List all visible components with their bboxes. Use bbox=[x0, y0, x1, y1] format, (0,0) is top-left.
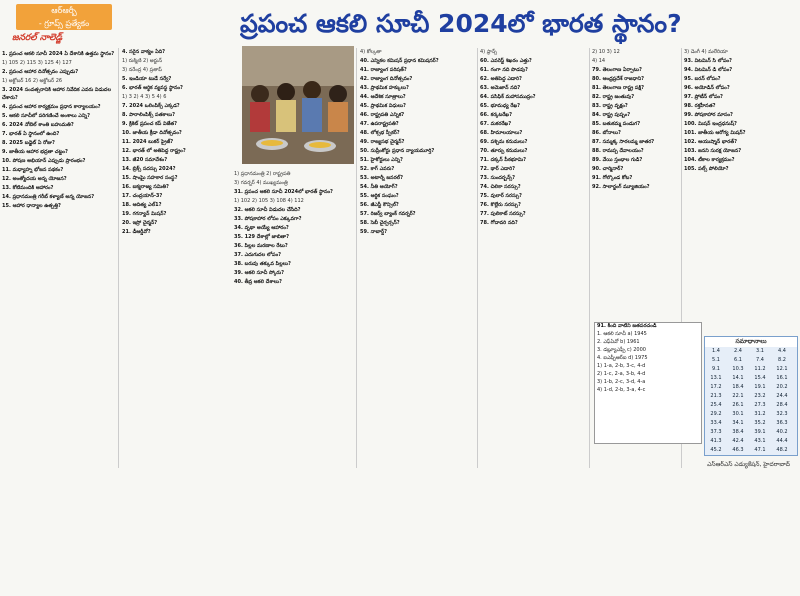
matching-row: 2. ఎఫ్ఏవో b) 1961 bbox=[597, 339, 640, 345]
question-line: 2. ప్రపంచ ఆహార దినోత్సవం ఎప్పుడు? bbox=[2, 69, 79, 75]
question-line: 38. బరువు తక్కువ పిల్లలు? bbox=[234, 261, 291, 267]
question-line: 6. భారత్ ఆర్థిక వ్యవస్థ స్థానం? bbox=[122, 85, 183, 91]
matching-row: 3. డబ్ల్యూఎఫ్పీ c) 2000 bbox=[597, 347, 646, 353]
question-line: 51. హైకోర్టులు ఎన్ని? bbox=[360, 157, 403, 163]
question-line: 90. చార్మినార్? bbox=[592, 166, 624, 172]
question-line: 86. బోనాలు? bbox=[592, 130, 621, 136]
question-line: 73. సుందర్బన్స్? bbox=[480, 175, 516, 181]
question-line: 55. ఆర్థిక సంఘం? bbox=[360, 193, 399, 199]
question-line: 12. భారత్ లో అతిపెద్ద రాష్ట్రం? bbox=[122, 148, 186, 154]
question-line: 82. రాష్ట్ర జంతువు? bbox=[592, 94, 635, 100]
question-column-6 bbox=[590, 48, 680, 318]
answer-cell: 7.4 bbox=[756, 357, 764, 363]
question-line: 62. అతిపెద్ద ఎడారి? bbox=[480, 76, 522, 82]
answer-cell: 38.4 bbox=[732, 429, 744, 435]
question-line: 33. పోషకాహార లోపం ఎక్కువగా? bbox=[234, 216, 302, 222]
question-line: 50. సుప్రీంకోర్టు ప్రధాన న్యాయమూర్తి? bbox=[360, 148, 435, 154]
question-line: 11. 2024 బుకర్ ప్రైజ్? bbox=[122, 139, 174, 145]
answer-cell: 32.3 bbox=[776, 411, 788, 417]
question-line: 80. ఆంధ్రప్రదేశ్ రాజధాని? bbox=[592, 76, 645, 82]
question-line: 84. రాష్ట్ర పుష్పం? bbox=[592, 112, 631, 118]
question-line: 69. పశ్చిమ కనుమలు? bbox=[480, 139, 528, 145]
answer-cell: 17.2 bbox=[710, 384, 722, 390]
question-line: 9. జాతీయ ఆహార భద్రతా చట్టం? bbox=[2, 149, 68, 155]
question-line: 96. అయోడిన్ లోపం? bbox=[684, 85, 730, 91]
question-line: 64. పసిఫిక్ మహాసముద్రం? bbox=[480, 94, 536, 100]
question-line: 1. ప్రపంచ ఆకలి సూచీ 2024 ఏ దేశానికి ఉత్తమ స్థానం? bbox=[2, 51, 115, 57]
answer-cell: 34.1 bbox=[732, 420, 744, 426]
answer-cell: 23.2 bbox=[754, 393, 766, 399]
question-line: 83. రాష్ట్ర వృక్షం? bbox=[592, 103, 628, 109]
question-line: 75. వులార్ సరస్సు? bbox=[480, 193, 522, 199]
question-column-7 bbox=[682, 48, 798, 332]
question-line: 95. ఐరన్ లోపం? bbox=[684, 76, 721, 82]
answer-cell: 29.2 bbox=[710, 411, 722, 417]
answer-cell: 24.4 bbox=[776, 393, 788, 399]
answer-cell: 8.2 bbox=[778, 357, 786, 363]
question-line: 54. నీతి ఆయోగ్? bbox=[360, 184, 398, 190]
question-line: 37. ఎదుగుదల లోపం? bbox=[234, 252, 282, 258]
column-divider bbox=[118, 48, 119, 468]
question-line: 57. రిజర్వ్ బ్యాంక్ గవర్నర్? bbox=[360, 211, 416, 217]
footer-credit: ఎస్ఆర్ఎస్ ఎడ్యుకేషన్, హైదరాబాద్ bbox=[707, 461, 790, 468]
question-column-1 bbox=[0, 50, 118, 476]
category-tag-line2: - గ్రూప్స్ ప్రత్యేకం bbox=[38, 19, 90, 28]
question-line: 43. ప్రాథమిక హక్కులు? bbox=[360, 85, 409, 91]
answer-cell: 2.4 bbox=[734, 348, 742, 354]
question-line: 5. ఇండియా టుడే సర్వే? bbox=[122, 76, 172, 82]
answer-cell: 9.1 bbox=[712, 366, 720, 372]
question-line: 8. పారాలింపిక్స్ పతకాలు? bbox=[122, 112, 176, 118]
question-line: 58. సెబీ చైర్పర్సన్? bbox=[360, 220, 400, 226]
question-column-3 bbox=[232, 170, 354, 596]
question-line: 99. పోషకాహార మాసం? bbox=[684, 112, 733, 118]
question-line: 18. ఆదిత్య ఎల్1? bbox=[122, 202, 162, 208]
question-line: 15. షాంఘై సహకార సంస్థ? bbox=[122, 175, 178, 181]
question-line: 81. తెలంగాణ రాష్ట్ర పక్షి? bbox=[592, 85, 644, 91]
question-line: 88. రామప్ప దేవాలయం? bbox=[592, 148, 644, 154]
answer-cell: 19.1 bbox=[754, 384, 766, 390]
question-line: 59. నాబార్డ్? bbox=[360, 229, 388, 235]
question-line: 4) ఫ్రాన్స్ bbox=[480, 49, 497, 55]
question-line: 9. క్రికెట్ ప్రపంచ కప్ విజేత? bbox=[122, 121, 178, 127]
question-line: 1) రుక్మిణి 2) అర్జున్ bbox=[122, 58, 162, 64]
answer-key-heading: సమాధానాలు bbox=[705, 337, 797, 347]
answer-cell: 43.1 bbox=[754, 438, 766, 444]
question-line: 6. 2024 నోబెల్ శాంతి బహుమతి? bbox=[2, 122, 74, 128]
answer-cell: 46.3 bbox=[732, 447, 744, 453]
category-tag bbox=[16, 4, 112, 30]
matching-row: 3) 1-b, 2-c, 3-d, 4-a bbox=[597, 379, 646, 385]
answer-cell: 41.3 bbox=[710, 438, 722, 444]
question-line: 1) 105 2) 115 3) 125 4) 127 bbox=[2, 60, 72, 66]
column-divider bbox=[356, 48, 357, 468]
answer-cell: 45.2 bbox=[710, 447, 722, 453]
question-line: 34. వృథా అయ్యే ఆహారం? bbox=[234, 225, 289, 231]
question-line: 56. జీఎస్టీ కౌన్సిల్? bbox=[360, 202, 399, 208]
question-line: 103. జనని సురక్ష యోజన? bbox=[684, 148, 742, 154]
question-line: 74. చిలికా సరస్సు? bbox=[480, 184, 521, 190]
question-line: 39. ఆకలి సూచీ స్కోరు? bbox=[234, 270, 284, 276]
question-line: 76. కొల్లేరు సరస్సు? bbox=[480, 202, 521, 208]
question-line: 10. జాతీయ క్రీడా దినోత్సవం? bbox=[122, 130, 182, 136]
question-line: 3) నరేంద్ర 4) ప్రతాప్ bbox=[122, 67, 162, 73]
question-line: 3. 2024 సంవత్సరానికి ఆహార నివేదిక ఎవరు విడుదల చేశారు? bbox=[2, 87, 111, 101]
answer-cell: 30.1 bbox=[732, 411, 744, 417]
question-line: 89. వేయి స్తంభాల గుడి? bbox=[592, 157, 643, 163]
question-line: 92. సాలార్జంగ్ మ్యూజియం? bbox=[592, 184, 650, 190]
matching-row: 4) 1-d, 2-b, 3-a, 4-c bbox=[597, 387, 646, 393]
answer-cell: 42.4 bbox=[732, 438, 744, 444]
question-line: 3) గవర్నర్ 4) ముఖ్యమంత్రి bbox=[234, 180, 288, 186]
answer-key-grid bbox=[705, 347, 797, 455]
article-photo bbox=[242, 46, 354, 164]
answer-cell: 26.1 bbox=[732, 402, 744, 408]
question-line: 21. డీఆర్డీవో? bbox=[122, 229, 151, 235]
answer-cell: 27.3 bbox=[754, 402, 766, 408]
question-line: 87. సమ్మక్క సారలమ్మ జాతర? bbox=[592, 139, 655, 145]
matching-row: 1. ఆకలి సూచీ a) 1945 bbox=[597, 331, 647, 337]
answer-cell: 33.4 bbox=[710, 420, 722, 426]
answer-cell: 48.2 bbox=[776, 447, 788, 453]
answer-cell: 39.1 bbox=[754, 429, 766, 435]
question-line: 78. గోదావరి నది? bbox=[480, 220, 518, 226]
question-line: 63. అమెజాన్ నది? bbox=[480, 85, 521, 91]
question-line: 17. చంద్రయాన్-3? bbox=[122, 193, 163, 199]
question-line: 102. ఆయుష్మాన్ భారత్? bbox=[684, 139, 738, 145]
question-line: 79. తెలంగాణ ఏర్పాటు? bbox=[592, 67, 642, 73]
answer-key-box bbox=[704, 336, 798, 456]
question-line: 101. జాతీయ ఆరోగ్య మిషన్? bbox=[684, 130, 746, 136]
answer-cell: 36.3 bbox=[776, 420, 788, 426]
question-line: 71. దక్కన్ పీఠభూమి? bbox=[480, 157, 527, 163]
matching-rows bbox=[595, 331, 701, 394]
question-line: 1) ప్రధానమంత్రి 2) రాష్ట్రపతి bbox=[234, 171, 291, 177]
question-line: 61. గంగా నది పొడవు? bbox=[480, 67, 528, 73]
question-line: 47. ఉపరాష్ట్రపతి? bbox=[360, 121, 399, 127]
question-line: 97. ప్రోటీన్ లోపం? bbox=[684, 94, 723, 100]
answer-cell: 14.1 bbox=[732, 375, 744, 381]
question-line: 60. ఎవరెస్ట్ శిఖరం ఎత్తు? bbox=[480, 58, 532, 64]
answer-cell: 12.1 bbox=[776, 366, 788, 372]
category-tag-line1: ఆర్ఆర్బీ bbox=[51, 6, 77, 15]
answer-cell: 1.4 bbox=[712, 348, 720, 354]
question-line: 3) డెంగీ 4) మలేరియా bbox=[684, 49, 728, 55]
answer-cell: 25.4 bbox=[710, 402, 722, 408]
question-line: 4. ప్రపంచ ఆహార కార్యక్రమం ప్రధాన కార్యాలయం? bbox=[2, 104, 101, 110]
question-line: 7. భారత్ ఏ స్థానంలో ఉంది? bbox=[2, 131, 60, 137]
question-line: 105. పల్స్ పోలియో? bbox=[684, 166, 729, 172]
answer-cell: 11.2 bbox=[754, 366, 766, 372]
question-line: 100. మిషన్ ఇంద్రధనుష్? bbox=[684, 121, 737, 127]
question-line: 52. కాగ్ ఎవరు? bbox=[360, 166, 395, 172]
question-line: 4) కోల్కతా bbox=[360, 49, 382, 55]
question-column-5 bbox=[478, 48, 590, 474]
answer-cell: 15.4 bbox=[754, 375, 766, 381]
question-line: 98. రక్తహీనత? bbox=[684, 103, 716, 109]
question-line: 49. రాజ్యసభ చైర్మన్? bbox=[360, 139, 405, 145]
question-line: 68. హిమాలయాలు? bbox=[480, 130, 523, 136]
question-line: 40. ఎన్నికల కమిషన్ ప్రధాన కమిషనర్? bbox=[360, 58, 439, 64]
question-line: 41. రాజ్యాంగ పరిషత్? bbox=[360, 67, 407, 73]
question-line: 91. గోల్కొండ కోట? bbox=[592, 175, 633, 181]
question-column-4 bbox=[358, 48, 476, 474]
answer-cell: 44.4 bbox=[776, 438, 788, 444]
matching-row: 1) 1-a, 2-b, 3-c, 4-d bbox=[597, 363, 646, 369]
answer-cell: 3.1 bbox=[756, 348, 764, 354]
question-line: 32. ఆకలి సూచీ విడుదల చేసేది? bbox=[234, 207, 301, 213]
question-line: 1) 102 2) 105 3) 108 4) 112 bbox=[234, 198, 304, 204]
answer-cell: 18.4 bbox=[732, 384, 744, 390]
question-line: 40. తీవ్ర ఆకలి దేశాలు? bbox=[234, 279, 282, 285]
question-line: 35. 129 దేశాల్లో జాబితా? bbox=[234, 234, 290, 240]
answer-cell: 20.2 bbox=[776, 384, 788, 390]
answer-cell: 10.3 bbox=[732, 366, 744, 372]
answer-cell: 6.1 bbox=[734, 357, 742, 363]
question-line: 77. పులికాట్ సరస్సు? bbox=[480, 211, 526, 217]
matching-heading: 91. కింది వాటిని జతపరచండి bbox=[597, 323, 657, 329]
children-eating-photo bbox=[242, 46, 354, 164]
question-line: 67. మకరరేఖ? bbox=[480, 121, 512, 127]
question-line: 85. బతుకమ్మ పండుగ? bbox=[592, 121, 641, 127]
answer-cell: 4.4 bbox=[778, 348, 786, 354]
question-line: 16. ఐక్యరాజ్య సమితి? bbox=[122, 184, 169, 190]
question-line: 53. అటార్నీ జనరల్? bbox=[360, 175, 403, 181]
answer-cell: 13.1 bbox=[710, 375, 722, 381]
answer-cell: 22.1 bbox=[732, 393, 744, 399]
answer-cell: 16.1 bbox=[776, 375, 788, 381]
question-line: 1) అక్టోబర్ 16 2) అక్టోబర్ 26 bbox=[2, 78, 63, 84]
matching-question-box bbox=[594, 322, 702, 444]
question-line: 13. జీ20 సమావేశం? bbox=[122, 157, 168, 163]
question-line: 13. కోటిమందికి ఆహారం? bbox=[2, 185, 54, 191]
question-column-2 bbox=[120, 48, 230, 474]
matching-row: 4. ఐఎఫ్పీఆర్ఐ d) 1975 bbox=[597, 355, 648, 361]
question-line: 31. ప్రపంచ ఆకలి సూచీ 2024లో భారత్ స్థానం? bbox=[234, 189, 333, 195]
question-line: 44. ఆదేశిక సూత్రాలు? bbox=[360, 94, 406, 100]
question-line: 45. ప్రాథమిక విధులు? bbox=[360, 103, 406, 109]
question-line: 93. విటమిన్ సి లోపం? bbox=[684, 58, 732, 64]
answer-cell: 5.1 bbox=[712, 357, 720, 363]
question-line: 15. ఆహార ధాన్యాల ఉత్పత్తి? bbox=[2, 203, 61, 209]
question-line: 2) 10 3) 12 bbox=[592, 49, 620, 55]
answer-cell: 28.4 bbox=[776, 402, 788, 408]
question-line: 10. పోషణ అభియాన్ ఎప్పుడు ప్రారంభం? bbox=[2, 158, 86, 164]
question-line: 48. లోక్సభ స్పీకర్? bbox=[360, 130, 400, 136]
question-line: 70. తూర్పు కనుమలు? bbox=[480, 148, 528, 154]
page-title: ప్రపంచ ఆకలి సూచీ 2024లో భారత స్థానం? bbox=[240, 9, 682, 38]
matching-row: 2) 1-c, 2-a, 3-b, 4-d bbox=[597, 371, 646, 377]
answer-cell: 40.2 bbox=[776, 429, 788, 435]
question-line: 20. ఇస్రో చైర్మన్? bbox=[122, 220, 158, 226]
question-line: 72. థార్ ఎడారి? bbox=[480, 166, 516, 172]
question-line: 8. 2025 బడ్జెట్ ఏ రోజు? bbox=[2, 140, 55, 146]
question-line: 11. మధ్యాహ్న భోజన పథకం? bbox=[2, 167, 64, 173]
answer-cell: 35.2 bbox=[754, 420, 766, 426]
question-line: 66. కర్కటరేఖ? bbox=[480, 112, 512, 118]
section-label: జనరల్ నాలెడ్జ్ bbox=[12, 33, 63, 43]
answer-cell: 47.1 bbox=[754, 447, 766, 453]
question-line: 14. ప్రధానమంత్రి గరీబ్ కళ్యాణ్ అన్న యోజన? bbox=[2, 194, 95, 200]
question-line: 14. బ్రిక్స్ సదస్సు 2024? bbox=[122, 166, 176, 172]
question-line: 7. 2024 ఒలింపిక్స్ ఎక్కడ? bbox=[122, 103, 180, 109]
question-line: 1) 3 2) 4 3) 5 4) 6 bbox=[122, 94, 167, 100]
question-line: 19. గగన్యాన్ మిషన్? bbox=[122, 211, 167, 217]
question-line: 4. సరైన వాక్యం ఏది? bbox=[122, 49, 166, 55]
answer-cell: 31.2 bbox=[754, 411, 766, 417]
answer-cell: 21.3 bbox=[710, 393, 722, 399]
question-line: 12. అంత్యోదయ అన్న యోజన? bbox=[2, 176, 67, 182]
question-line: 36. పిల్లల మరణాల రేటు? bbox=[234, 243, 288, 249]
question-line: 104. టీకాల కార్యక్రమం? bbox=[684, 157, 735, 163]
answer-cell: 37.3 bbox=[710, 429, 722, 435]
question-line: 5. ఆకలి సూచీలో పరిగణించే అంశాలు ఎన్ని? bbox=[2, 113, 90, 119]
question-line: 46. రాష్ట్రపతి ఎన్నిక? bbox=[360, 112, 405, 118]
question-line: 42. రాజ్యాంగ దినోత్సవం? bbox=[360, 76, 413, 82]
question-line: 94. విటమిన్ డి లోపం? bbox=[684, 67, 733, 73]
question-line: 65. భూమధ్య రేఖ? bbox=[480, 103, 520, 109]
question-line: 4) 14 bbox=[592, 58, 606, 64]
